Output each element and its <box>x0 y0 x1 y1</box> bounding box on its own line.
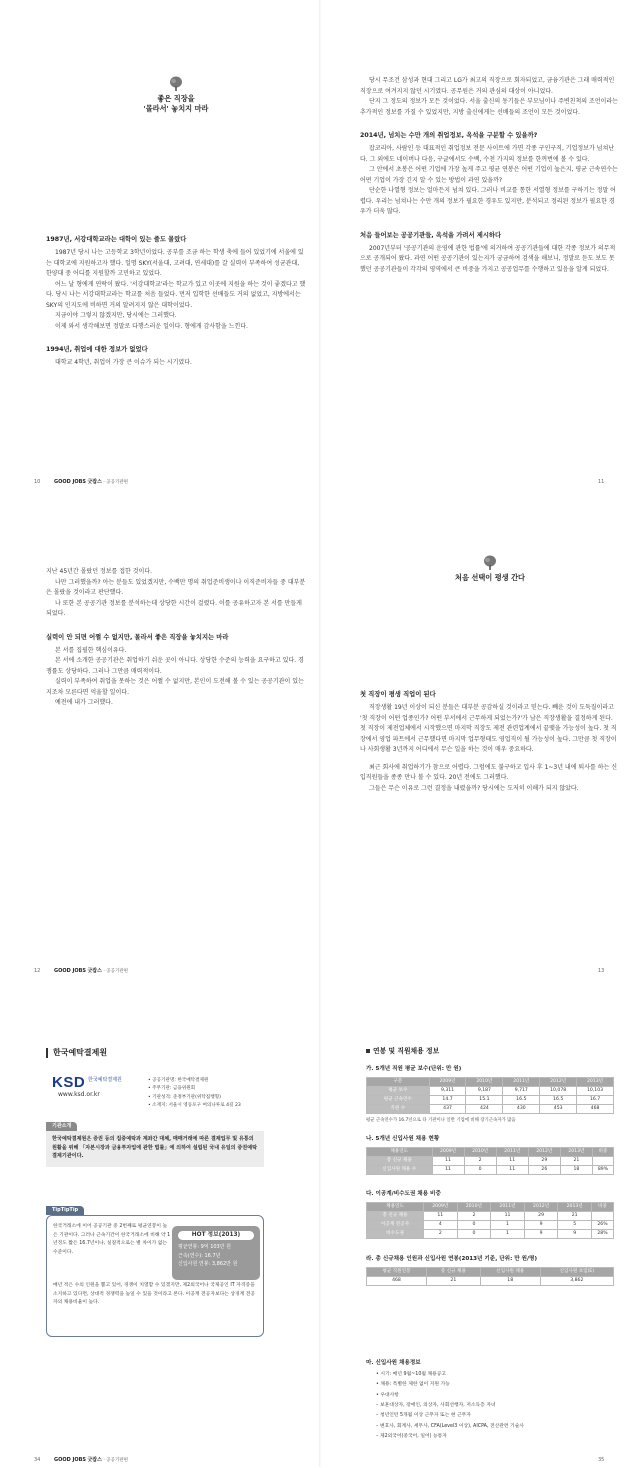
running-head <box>54 1456 128 1465</box>
recruit-subitem: – 제2외국어(중국어, 일어) 능통자 <box>376 1432 616 1442</box>
cell: 1 <box>491 1230 525 1239</box>
cell: 29 <box>524 1212 558 1221</box>
table-header-row <box>367 1268 614 1277</box>
org-info-item: • 공공기관명: 한국예탁결제원 <box>148 1077 241 1085</box>
section-heading: 처음 들어보는 공공기관들, 옥석을 가려서 제시하다 <box>360 231 502 239</box>
salary-summary-table <box>366 1267 614 1286</box>
paragraph: 본 서에 소개한 공공기관은 취업하기 쉬운 곳이 아니다. 상당한 수준의 능력을 요구하고 있다. 경쟁률도 상당하다. 그러나 그만큼 매력적이다. <box>46 657 304 675</box>
header-cell: 총 신규 채용 <box>426 1268 480 1277</box>
recruit-info-caption: 마. 신입사원 채용정보 <box>366 1360 421 1366</box>
header-cell: 2010년 <box>457 1203 491 1212</box>
table-header-row <box>367 1203 614 1212</box>
cell: 18 <box>560 1166 592 1175</box>
header-cell: 2009년 <box>424 1203 458 1212</box>
running-head-brand: GOOD JOBS <box>54 968 87 974</box>
running-head-sub: · 공공기관편 <box>103 480 129 485</box>
header-cell: 2012년 <box>524 1203 558 1212</box>
intro-box: 한국예탁결제원은 증권 등의 집중예탁과 계좌간 대체, 매매거래에 따른 결제업무 및 유통의 원활을 위해 「자본시장과 금융투자업에 관한 법률」에 의하여 설립된 국내 유일의 증권예탁결제기관이다. <box>46 1131 264 1167</box>
spread-pages-34-35 <box>0 978 640 1467</box>
spread-pages-10-11 <box>0 0 640 489</box>
cell: 9,311 <box>429 1087 466 1096</box>
page-number: 13 <box>598 968 605 974</box>
org-info-item: • 소재지: 서울시 영등포구 여의나루로 4길 23 <box>148 1102 241 1110</box>
header-cell: 2011년 <box>491 1203 525 1212</box>
cell <box>592 1157 613 1166</box>
cell: 0 <box>457 1230 491 1239</box>
table-header-row <box>367 1078 614 1087</box>
header-cell: 2010년 <box>466 1078 503 1087</box>
tip-text: 한국거래소에 이어 공공기관 중 2번째로 평균연봉이 높은 기관이다. 그러나 근속기간이 한국거래소에 비해 약 1년정도 짧은 16.7년이나, 실질적으로는 별 차이가 없는 수준이다. <box>53 1224 171 1255</box>
table-note: 평균 근속연수가 16.7년으로 타 기관이나 일반 기업에 비해 장기근속자가 많음 <box>366 1118 516 1123</box>
tip-tag: TipTipTip <box>46 1206 84 1215</box>
cell: 453 <box>540 1105 577 1114</box>
paragraph: 어느 날 형에게 연락이 왔다. '서강대학교'라는 학교가 있고 이곳에 지원을 하는 것이 좋겠다고 했다. 당시 나는 서강대학교라는 학교를 처음 들었다. 먼저 입학한 선배들도 거의 없었고, 지방에서는 SKY의 인지도에 비하면 거의 알려지지 않은 대학이었다. <box>46 280 306 309</box>
row-header: 비수도권 <box>367 1230 424 1239</box>
header-cell: 2011년 <box>496 1148 528 1157</box>
gutter <box>319 0 321 489</box>
row-header: 신입사원 채용 수 <box>367 1166 433 1175</box>
running-head-brand: GOOD JOBS <box>54 1457 87 1463</box>
paragraph: 단지 그 정도의 정보가 모든 것이었다. 서울 출신의 동기들은 부모님이나 주변친척의 조언이라는 추가적인 정보를 가질 수 있었지만, 지방 출신에게는 선배들의 조언이 모든 것이었다. <box>360 98 618 116</box>
recruit-subitem: – 청년인턴 5개월 이상 근무자 또는 현 근무자 <box>376 1411 616 1421</box>
cell: 26% <box>591 1221 613 1230</box>
chapter-heading-p13 <box>390 555 590 583</box>
recruit-item: • 시기: 매년 9월~10월 채용공고 <box>376 1370 616 1380</box>
recruit-table <box>366 1147 614 1175</box>
salary-table <box>366 1077 614 1114</box>
cell: 11 <box>496 1157 528 1166</box>
running-head-sub: · 공공기관편 <box>103 969 129 974</box>
section-title: 연봉 및 직원채용 정보 <box>366 1046 439 1058</box>
section-heading: 실력이 안 되면 어쩔 수 없지만, 몰라서 좋은 직장을 놓치지는 마라 <box>46 633 229 641</box>
org-info-list <box>148 1077 241 1111</box>
table-caption: 가. 5개년 직원 평균 보수(단위: 만 원) <box>366 1066 462 1072</box>
running-head <box>54 967 128 976</box>
paragraph: 단순한 나열형 정보는 얼마든지 넘쳐 있다. 그러나 비교를 통한 서열형 정보를 구하기는 정말 어렵다. 우리는 넘쳐나는 수만 개의 정보가 필요한 경우도 있지만, 분석되고 정리된 정보가 필요한 경우가 더욱 많다. <box>360 187 616 216</box>
section-heading: 2014년, 넘치는 수만 개의 취업정보, 옥석을 구분할 수 있을까? <box>360 132 538 139</box>
running-head-title: 굿잡스 <box>87 1457 102 1463</box>
paragraph: 지금이야 그렇지 않겠지만, 당시에는 그러했다. <box>55 312 177 320</box>
header-cell: 비중 <box>592 1148 613 1157</box>
tip-box <box>46 1215 264 1337</box>
row-header: 직원 수 <box>367 1105 430 1114</box>
cell: 0 <box>464 1166 496 1175</box>
page-number: 34 <box>34 1457 41 1463</box>
cell: 2 <box>457 1212 491 1221</box>
section-heading: 첫 직장이 평생 직업이 된다 <box>360 691 436 698</box>
header-cell: 평균 직원연봉 <box>367 1268 427 1277</box>
cell: 1 <box>491 1221 525 1230</box>
paragraph: 지난 45년간 몰랐던 정보를 접한 것이다. <box>46 568 153 575</box>
cell: 11 <box>432 1166 464 1175</box>
paragraph: 당시 무조건 삼성과 현대 그리고 LG가 최고의 직장으로 회자되었고, 금융기관은 그래 매력적인 직장으로 여겨지지 않던 시기였다. 공무원은 거의 관심의 대상이 아니었다. <box>360 77 615 95</box>
table-header-row <box>367 1148 614 1157</box>
cell: 9,187 <box>466 1087 503 1096</box>
cell: 2 <box>464 1157 496 1166</box>
paragraph: 예전에 내가 그러했다. <box>55 699 113 707</box>
chapter-title-line: '몰라서' 놓치지 마라 <box>143 104 209 114</box>
cell: 10,103 <box>577 1087 614 1096</box>
cell: 9 <box>524 1221 558 1230</box>
cell: 89% <box>592 1166 613 1175</box>
header-cell: 2009년 <box>432 1148 464 1157</box>
hot-line: 근속(연수): 16.7년 <box>178 1252 221 1259</box>
header-cell: 2013년 <box>558 1203 592 1212</box>
cell: 11 <box>424 1212 458 1221</box>
table-row <box>367 1166 614 1175</box>
cell: 16.5 <box>540 1096 577 1105</box>
cell: 15.1 <box>466 1096 503 1105</box>
cell: 424 <box>466 1105 503 1114</box>
cell: 21 <box>426 1277 480 1286</box>
header-cell: 2013년 <box>577 1078 614 1087</box>
header-cell: 비중 <box>591 1203 613 1212</box>
row-header: 총 신규 채용 <box>367 1212 424 1221</box>
chapter-title-line: 처음 선택이 평생 간다 <box>455 573 525 582</box>
page-number: 35 <box>598 1457 605 1463</box>
gutter <box>319 489 321 978</box>
cell: 3,862 <box>540 1277 613 1286</box>
recruit-item: • 우대사항 <box>376 1391 616 1401</box>
table-row <box>367 1087 614 1096</box>
body-text-p12 <box>46 567 306 709</box>
intro-tag: 기관소개 <box>46 1122 77 1131</box>
row-header: 총 신규 채용 <box>367 1157 433 1166</box>
running-head-sub: · 공공기관편 <box>103 1458 129 1463</box>
cell: 11 <box>496 1166 528 1175</box>
cell: 5 <box>558 1221 592 1230</box>
table-row <box>367 1221 614 1230</box>
cell: 4 <box>424 1221 458 1230</box>
paragraph: 직장생활 19년 이상이 되신 분들은 대부분 공감하실 것이라고 믿는다. 빼운 것이 도둑질이라고 '첫 직장이 어떤 업종인가? 어떤 부서에서 근무하게 되었는가?'가 남은 직장생활을 결정하게 된다. 첫 직장이 제전업체에서 시작했으면 마지막 직장도 제전 관련업계에서 끝맺을 가능성이 높다. 첫 직장에서 영업 파트에서 근무했다면 마지막 업무형태도 영업직이 될 가능성이 높다. 그만큼 첫 직장이나 사회생활 3년까지 어디에서 무슨 일을 하는 것이 매우 중요하다. <box>360 704 617 754</box>
row-header: 이공계 전공자 <box>367 1221 424 1230</box>
chapter-heading-p10 <box>76 76 276 115</box>
hot-line: 신입사원 연봉: 3,862만 원 <box>178 1261 238 1267</box>
hot-info-box <box>172 1226 260 1280</box>
table-caption: 나. 5개년 신입사원 채용 현황 <box>366 1136 440 1142</box>
cell: 16.5 <box>503 1096 540 1105</box>
table-row <box>367 1212 614 1221</box>
cell: 29 <box>528 1157 560 1166</box>
cell <box>591 1212 613 1221</box>
square-bullet-icon <box>366 1049 370 1053</box>
paragraph: 그들은 무슨 이유로 그런 결정을 내렸을까? 당시에는 도저히 이해가 되지 않았다. <box>369 784 579 792</box>
tree-icon <box>169 76 183 92</box>
cell: 21 <box>560 1157 592 1166</box>
header-cell: 신입사원 채용 <box>480 1268 540 1277</box>
cell: 11 <box>491 1212 525 1221</box>
paragraph: 1987년 당시 나는 고등학교 3학년이었다. 공부를 조금 하는 학생 축에 들어 있었기에 서울에 있는 대학교에 지원하고자 했다. 일명 SKY(서울대, 고려대, 연세대)를 갈 실력이 부족하여 성균관대, 한양대 중 어디를 지원할까 고민하고 있었다. <box>46 249 304 278</box>
paragraph: 나 또한 본 공공기관 정보를 분석하는데 상당한 시간이 걸렸다. 이를 공유하고자 본 서를 만들게 되었다. <box>46 599 302 617</box>
cell: 21 <box>558 1212 592 1221</box>
header-cell: 채용연도 <box>367 1148 433 1157</box>
body-text-p11 <box>360 76 620 275</box>
table-row <box>367 1277 614 1286</box>
table-caption: 다. 이공계/비수도권 채용 비중 <box>366 1191 441 1197</box>
org-title: 한국예탁결제원 <box>46 1048 107 1058</box>
cell: 9,717 <box>503 1087 540 1096</box>
paragraph: 본 서를 집필한 핵심이유다. <box>55 646 127 654</box>
table-row <box>367 1230 614 1239</box>
cell: 437 <box>429 1105 466 1114</box>
org-info-item: • 주무기관: 금융위원회 <box>148 1085 241 1093</box>
header-cell: 채용연도 <box>367 1203 424 1212</box>
header-cell: 2012년 <box>528 1148 560 1157</box>
recruit-item: • 채용: 특별한 제한 없이 지원 가능 <box>376 1380 616 1390</box>
page-number: 11 <box>598 479 605 485</box>
paragraph: 잡코리아, 사람인 등 대표적인 취업정보 전문 사이트에 가면 각종 구인구직, 기업정보가 넘쳐난다. 그 외에도 네이버나 다음, 구글에서도 수백, 수천 가지의 정보를 한꺼번에 볼 수 있다. <box>360 145 615 163</box>
science-region-table <box>366 1202 614 1239</box>
recruit-info-list <box>376 1370 616 1442</box>
hot-line: 평균연봉: 9억 103만 원 <box>178 1244 231 1250</box>
paragraph: 그 안에서 초봉은 어떤 기업에 가장 높게 주고 평균 연봉은 어떤 기업이 높은지, 평균 근속연수는 어떤 기업이 가장 긴지 알 수 있는 방법이 과연 있을까? <box>360 166 618 184</box>
running-head-title: 굿잡스 <box>87 479 102 485</box>
header-cell: 신입사원 초임(E) <box>540 1268 613 1277</box>
table-caption: 라. 총 신규채용 인원과 신입사원 연봉(2013년 기준, 단위: 만 원/명) <box>366 1256 538 1262</box>
body-text-p13 <box>360 677 620 794</box>
gutter <box>319 978 321 1467</box>
row-header: 평균 근속연수 <box>367 1096 430 1105</box>
org-info-item: • 기관성격: 준정부기관(위탁집행형) <box>148 1094 241 1102</box>
paragraph: 실력이 부족하여 취업을 못하는 것은 어쩔 수 없지만, 본인이 도전해 볼 수 있는 공공기관이 있는지조차 모른다면 억울할 일이다. <box>46 678 304 696</box>
running-head-brand: GOOD JOBS <box>54 479 87 485</box>
chapter-title-line: 좋은 직장을 <box>157 94 195 103</box>
row-header: 평균 보수 <box>367 1087 430 1096</box>
tip-text-continued: 매년 적은 수의 인원을 뽑고 있어, 경쟁이 치열할 수 있겠지만, 제2외국어나 국제공인 IT 자격증을 소지하고 있다면, 상대적 경쟁력을 높일 수 있을 것이라고 본다. 이공계 전공자보다는 상경계 전공자의 채용비율이 높다. <box>53 1283 256 1306</box>
body-text-p10 <box>46 222 306 369</box>
cell: 28% <box>591 1230 613 1239</box>
cell: 9 <box>558 1230 592 1239</box>
table-row <box>367 1105 614 1114</box>
cell: 0 <box>457 1221 491 1230</box>
header-cell: 2011년 <box>503 1078 540 1087</box>
page-number: 12 <box>34 968 41 974</box>
cell: 10,078 <box>540 1087 577 1096</box>
hot-title: HOT 정보(2013) <box>178 1231 254 1240</box>
cell: 16.7 <box>577 1096 614 1105</box>
running-head <box>54 478 128 487</box>
table-row <box>367 1157 614 1166</box>
logo-subtitle: 한국예탁결제원 <box>88 1077 122 1083</box>
table-row <box>367 1096 614 1105</box>
page-number: 10 <box>34 479 41 485</box>
logo-wordmark: KSD <box>52 1074 86 1091</box>
cell: 9 <box>524 1230 558 1239</box>
logo-url: www.ksd.or.kr <box>58 1091 100 1098</box>
cell: 14.7 <box>429 1096 466 1105</box>
cell: 26 <box>528 1166 560 1175</box>
spread-pages-12-13 <box>0 489 640 978</box>
cell: 468 <box>577 1105 614 1114</box>
cell: 2 <box>424 1230 458 1239</box>
recruit-subitem: – 보훈대상자, 장애인, 의상자, 사회선행자, 저소득층 자녀 <box>376 1401 616 1411</box>
recruit-subitem: – 변호사, 회계사, 세무사, CFA(Level3 이상), AICPA, 전산관련 기술사 <box>376 1422 616 1432</box>
cell: 430 <box>503 1105 540 1114</box>
paragraph: 최근 회사에 취업하기가 참으로 어렵다. 그럼에도 불구하고 입사 후 1~3년 내에 퇴사를 하는 신입직원들을 종종 만나 볼 수 있다. 20년 전에도 그러했다. <box>360 763 618 782</box>
header-cell: 2010년 <box>464 1148 496 1157</box>
section-heading: 1987년, 서강대학교라는 대학이 있는 줄도 몰랐다 <box>46 236 187 243</box>
paragraph: 나만 그러했을까? 아는 분들도 있었겠지만, 수백만 명의 취업준비생이나 이직준비자들 중 대부분은 몰랐을 것이라고 판단했다. <box>46 578 306 596</box>
section-heading: 1994년, 취업에 대한 정보가 없었다 <box>46 346 148 354</box>
paragraph: 2007년부터 '공공기관의 운영에 관한 법률'에 의거하여 공공기관들에 대한 각종 정보가 의무적으로 공개되어 왔다. 과연 어떤 공공기관이 있는지가 궁금하여 검색을 해보니, 정말로 듣도 보도 못했던 공공기관들이 각각의 영역에서 큰 비중을 가지고 공공업무를 수행하고 있음을 알게 되었다. <box>360 244 616 273</box>
cell: 18 <box>480 1277 540 1286</box>
header-cell: 2013년 <box>560 1148 592 1157</box>
ksd-logo <box>52 1070 132 1101</box>
paragraph: 대학교 4학년, 취업이 가장 큰 이슈가 되는 시기였다. <box>55 359 192 367</box>
running-head-title: 굿잡스 <box>87 968 102 974</box>
header-cell: 2009년 <box>429 1078 466 1087</box>
header-cell: 구분 <box>367 1078 430 1087</box>
paragraph: 이제 와서 생각해보면 정말로 다행스러운 일이다. 형에게 감사함을 느낀다. <box>55 322 248 330</box>
header-cell: 2012년 <box>540 1078 577 1087</box>
cell: 11 <box>432 1157 464 1166</box>
cell: 468 <box>367 1277 427 1286</box>
tree-icon <box>483 555 497 571</box>
